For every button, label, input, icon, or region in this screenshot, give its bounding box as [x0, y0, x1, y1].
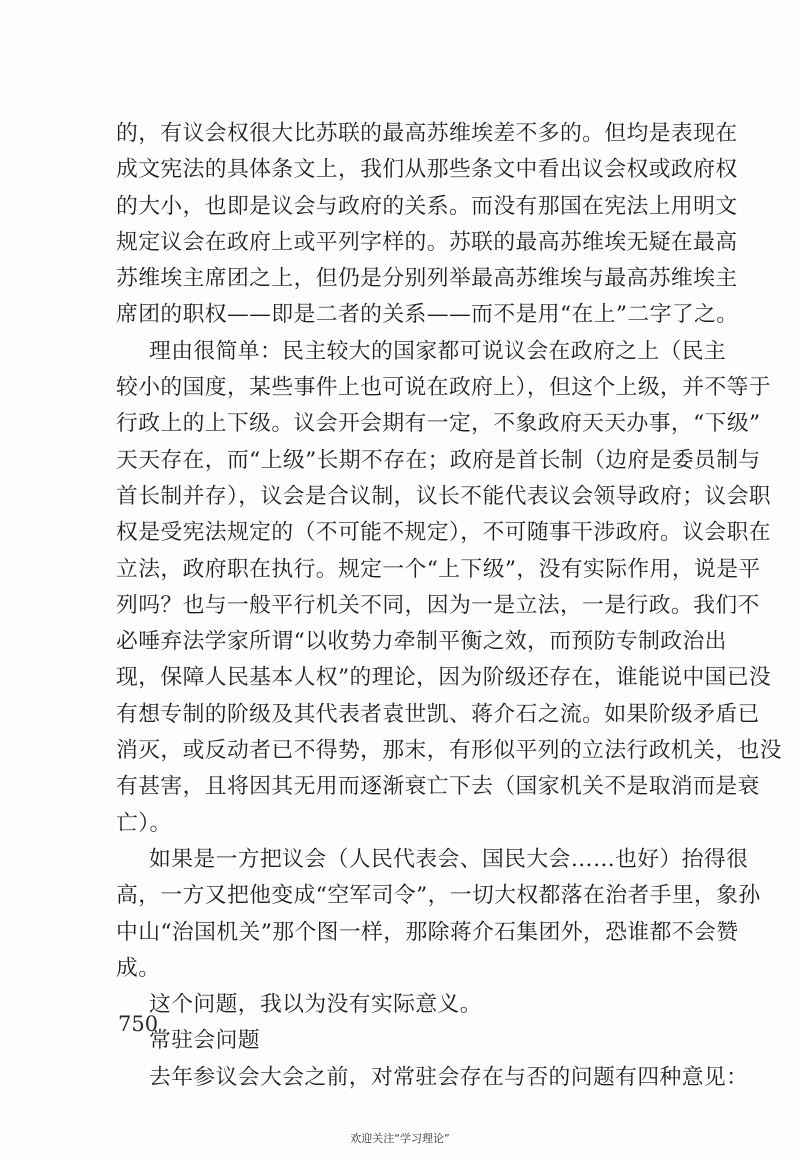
page-number: 750 [118, 1012, 159, 1036]
text-line: 亡）。 [116, 810, 172, 836]
text-line: 成。 [116, 955, 161, 981]
text-line: 必唾弃法学家所谓“以收势力牵制平衡之效，而预防专制政治出 [116, 629, 727, 655]
text-line: 消灭，或反动者已不得势，那末，有形似平列的立法行政机关，也没 [116, 738, 782, 764]
text-line: 高，一方又把他变成“空军司令”，一切大权都落在治者手里，象孙 [116, 883, 761, 909]
text-line: 中山“治国机关”那个图一样，那除蒋介石集团外，恐谁都不会赞 [116, 919, 739, 945]
text-line: 理由很简单：民主较大的国家都可说议会在政府之上（民主 [149, 338, 727, 364]
text-line: 首长制并存），议会是合议制，议长不能代表议会领导政府；议会职 [116, 483, 772, 509]
text-line: 的，有议会权很大比苏联的最高苏维埃差不多的。但均是表现在 [116, 121, 738, 146]
text-line: 现，保障人民基本人权”的理论，因为阶级还存在，谁能说中国已没 [116, 665, 772, 691]
text-line: 立法，政府职在执行。规定一个“上下级”，没有实际作用，说是平 [116, 556, 761, 582]
text-line: 成文宪法的具体条文上，我们从那些条文中看出议会权或政府权 [116, 157, 738, 183]
section-heading: 常驻会问题 [149, 1028, 260, 1054]
text-line: 如果是一方把议会（人民代表会、国民大会……也好）抬得很 [149, 846, 749, 872]
text-line: 的大小，也即是议会与政府的关系。而没有那国在宪法上用明文 [116, 193, 738, 219]
text-line: 席团的职权——即是二者的关系——而不是用“在上”二字了之。 [116, 302, 739, 328]
text-line: 有想专制的阶级及其代表者袁世凯、蒋介石之流。如果阶级矛盾已 [116, 701, 760, 727]
text-line: 权是受宪法规定的（不可能不规定），不可随事干涉政府。议会职在 [116, 520, 772, 546]
footer-note: 欢迎关注“学习理论” [350, 1132, 450, 1145]
text-line: 这个问题，我以为没有实际意义。 [149, 992, 482, 1018]
text-line: 天天存在，而“上级”长期不存在；政府是首长制（边府是委员制与 [116, 447, 761, 473]
body-text [116, 116, 782, 1096]
text-line: 去年参议会大会之前，对常驻会存在与否的问题有四种意见： [149, 1064, 749, 1090]
text-line: 行政上的上下级。议会开会期有一定，不象政府天天办事，“下级” [116, 411, 761, 437]
text-line: 列吗？也与一般平行机关不同，因为一是立法，一是行政。我们不 [116, 592, 760, 618]
text-line: 较小的国度，某些事件上也可说在政府上），但这个上级，并不等于 [116, 375, 772, 401]
text-line: 有甚害，且将因其无用而逐渐衰亡下去（国家机关不是取消而是衰 [116, 774, 760, 800]
text-line: 规定议会在政府上或平列字样的。苏联的最高苏维埃无疑在最高 [116, 229, 738, 255]
text-line: 苏维埃主席团之上，但仍是分别列举最高苏维埃与最高苏维埃主 [116, 266, 738, 292]
